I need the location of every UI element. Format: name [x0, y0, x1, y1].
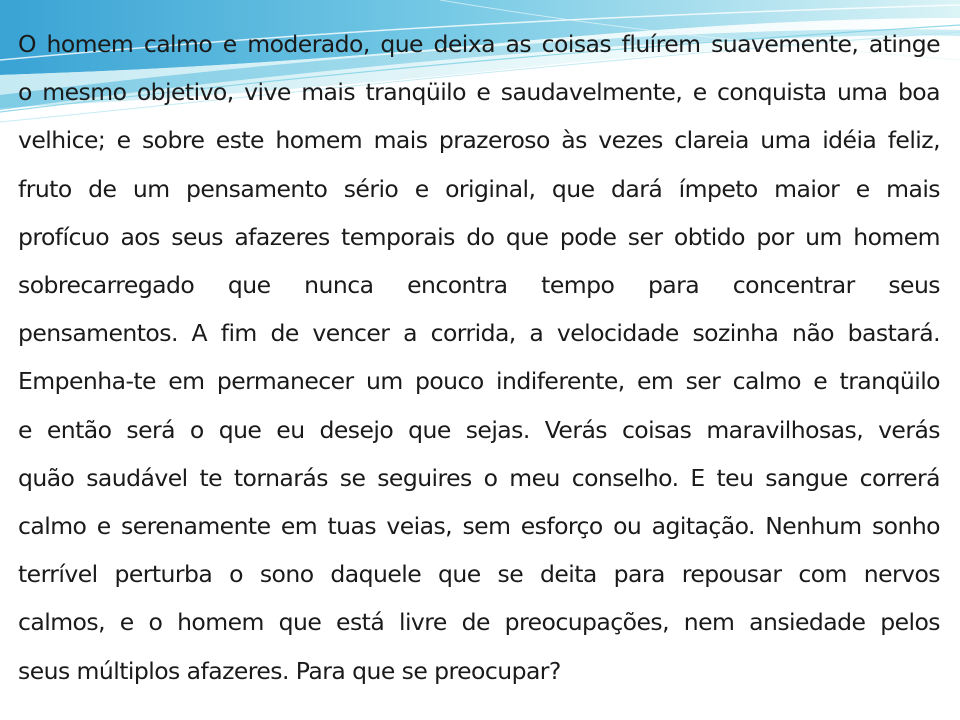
text-line: velhice; e sobre este homem mais prazeroso às vezes clareia uma idéia feliz,: [18, 126, 940, 155]
text-line: fruto de um pensamento sério e original, que dará ímpeto maior e mais: [18, 174, 940, 203]
text-line: O homem calmo e moderado, que deixa as coisas fluírem suavemente, atinge: [18, 30, 940, 58]
text-line: calmos, e o homem que está livre de preocupações, nem ansiedade pelos: [18, 608, 940, 637]
text-line: pensamentos. A fim de vencer a corrida, a velocidade sozinha não bastará.: [18, 319, 940, 348]
slide-body-text: [18, 20, 940, 695]
text-line: quão saudável te tornarás se seguires o meu conselho. E teu sangue correrá: [18, 463, 940, 492]
text-line-last: seus múltiplos afazeres. Para que se preocupar?: [18, 656, 561, 685]
text-line: calmo e serenamente em tuas veias, sem esforço ou agitação. Nenhum sonho: [18, 512, 940, 541]
text-line: e então será o que eu desejo que sejas. Verás coisas maravilhosas, verás: [18, 415, 940, 444]
text-line: o mesmo objetivo, vive mais tranqüilo e saudavelmente, e conquista uma boa: [18, 78, 940, 107]
text-line: profícuo aos seus afazeres temporais do que pode ser obtido por um homem: [18, 222, 940, 251]
text-line: terrível perturba o sono daquele que se deita para repousar com nervos: [18, 560, 940, 589]
text-line: sobrecarregado que nunca encontra tempo para concentrar seus: [18, 271, 940, 300]
text-line: Empenha-te em permanecer um pouco indiferente, em ser calmo e tranqüilo: [18, 367, 940, 396]
